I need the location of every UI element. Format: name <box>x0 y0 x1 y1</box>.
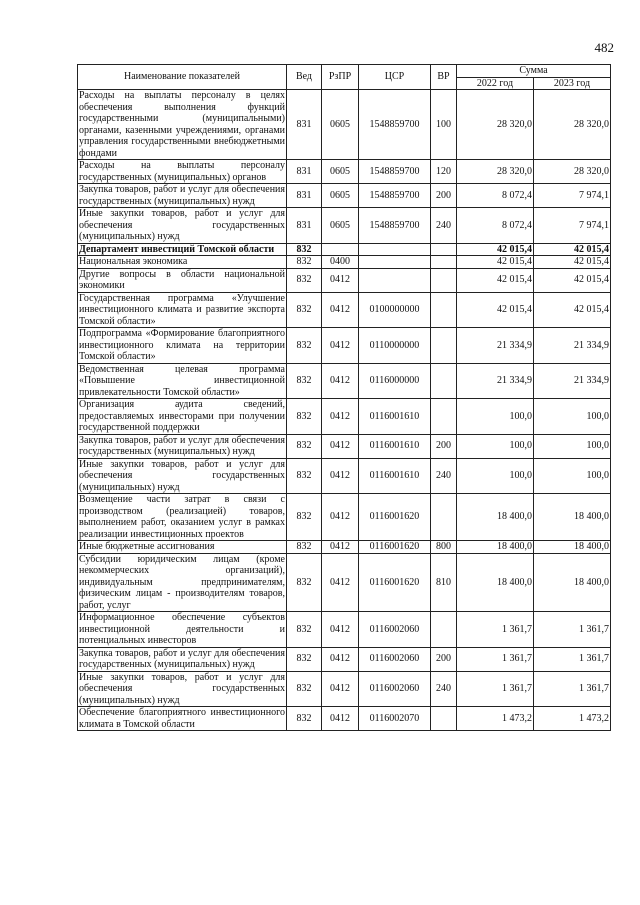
cell-ved: 832 <box>287 494 322 541</box>
cell-csr: 0100000000 <box>359 292 431 328</box>
header-csr: ЦСР <box>359 65 431 90</box>
cell-vr <box>431 328 457 364</box>
header-2022: 2022 год <box>457 77 534 90</box>
cell-y2023: 42 015,4 <box>534 256 611 269</box>
table-row <box>78 541 611 554</box>
cell-rzpr: 0412 <box>322 553 359 612</box>
cell-y2023: 1 473,2 <box>534 707 611 731</box>
cell-vr <box>431 363 457 399</box>
cell-y2022: 18 400,0 <box>457 494 534 541</box>
cell-y2023: 100,0 <box>534 434 611 458</box>
cell-y2022: 100,0 <box>457 399 534 435</box>
table-row <box>78 268 611 292</box>
cell-csr <box>359 243 431 256</box>
cell-y2022: 1 473,2 <box>457 707 534 731</box>
cell-vr: 810 <box>431 553 457 612</box>
header-sum: Сумма <box>457 65 611 78</box>
table-row <box>78 707 611 731</box>
cell-csr: 0116002060 <box>359 612 431 648</box>
cell-y2023: 21 334,9 <box>534 363 611 399</box>
cell-csr: 0116001620 <box>359 494 431 541</box>
cell-y2022: 100,0 <box>457 434 534 458</box>
cell-name: Обеспечение благоприятного инвестиционного климата в Томской области <box>79 707 285 730</box>
table-row <box>78 184 611 208</box>
cell-ved: 832 <box>287 268 322 292</box>
cell-vr <box>431 399 457 435</box>
cell-vr <box>431 707 457 731</box>
cell-vr <box>431 243 457 256</box>
table-row <box>78 553 611 612</box>
cell-vr: 800 <box>431 541 457 554</box>
cell-rzpr: 0412 <box>322 671 359 707</box>
cell-y2023: 42 015,4 <box>534 243 611 256</box>
cell-rzpr: 0412 <box>322 541 359 554</box>
cell-vr <box>431 612 457 648</box>
cell-name: Закупка товаров, работ и услуг для обеспечения государственных (муниципальных) нужд <box>79 434 285 457</box>
cell-rzpr: 0412 <box>322 434 359 458</box>
cell-ved: 832 <box>287 399 322 435</box>
cell-name: Другие вопросы в области национальной экономики <box>79 268 285 291</box>
cell-csr: 1548859700 <box>359 160 431 184</box>
cell-ved: 832 <box>287 363 322 399</box>
cell-y2023: 100,0 <box>534 458 611 494</box>
table-row <box>78 399 611 435</box>
cell-vr: 200 <box>431 184 457 208</box>
cell-vr: 240 <box>431 208 457 244</box>
cell-y2023: 1 361,7 <box>534 612 611 648</box>
cell-y2023: 21 334,9 <box>534 328 611 364</box>
cell-rzpr: 0412 <box>322 647 359 671</box>
cell-y2022: 42 015,4 <box>457 292 534 328</box>
table-row <box>78 647 611 671</box>
table-row <box>78 458 611 494</box>
cell-vr: 240 <box>431 671 457 707</box>
cell-vr: 240 <box>431 458 457 494</box>
cell-name: Расходы на выплаты персоналу в целях обеспечения выполнения функций государственными (муниципальными) органами, казенными учреждениями, органами управления государственными внебюджетными фондами <box>79 90 285 159</box>
cell-ved: 832 <box>287 541 322 554</box>
cell-name: Организация аудита сведений, предоставляемых инвесторами при получении государственной поддержки <box>79 399 285 433</box>
cell-y2023: 18 400,0 <box>534 494 611 541</box>
cell-csr: 1548859700 <box>359 208 431 244</box>
header-rzpr: РзПР <box>322 65 359 90</box>
cell-name: Иные закупки товаров, работ и услуг для обеспечения государственных (муниципальных) нужд <box>79 458 285 493</box>
cell-rzpr: 0400 <box>322 256 359 269</box>
cell-rzpr: 0605 <box>322 184 359 208</box>
cell-ved: 831 <box>287 184 322 208</box>
cell-csr: 0116001620 <box>359 541 431 554</box>
cell-csr <box>359 256 431 269</box>
cell-y2023: 1 361,7 <box>534 647 611 671</box>
table-row <box>78 434 611 458</box>
cell-ved: 831 <box>287 90 322 160</box>
header-ved: Вед <box>287 65 322 90</box>
cell-y2022: 28 320,0 <box>457 160 534 184</box>
cell-rzpr: 0412 <box>322 399 359 435</box>
cell-y2022: 42 015,4 <box>457 268 534 292</box>
cell-y2022: 1 361,7 <box>457 612 534 648</box>
cell-y2022: 1 361,7 <box>457 647 534 671</box>
cell-csr: 0110000000 <box>359 328 431 364</box>
table-row <box>78 671 611 707</box>
cell-vr: 100 <box>431 90 457 160</box>
cell-csr: 0116000000 <box>359 363 431 399</box>
cell-rzpr: 0412 <box>322 458 359 494</box>
page-number: 482 <box>594 40 614 55</box>
cell-vr: 120 <box>431 160 457 184</box>
header-vr: ВР <box>431 65 457 90</box>
cell-rzpr: 0412 <box>322 707 359 731</box>
cell-vr <box>431 292 457 328</box>
cell-y2022: 21 334,9 <box>457 363 534 399</box>
table-row <box>78 612 611 648</box>
cell-y2023: 42 015,4 <box>534 268 611 292</box>
cell-y2023: 18 400,0 <box>534 541 611 554</box>
cell-csr: 0116002070 <box>359 707 431 731</box>
cell-csr: 1548859700 <box>359 90 431 160</box>
cell-name: Субсидии юридическим лицам (кроме некоммерческих организаций), индивидуальным предпринимателям, физическим лицам - производителям товаров, работ, услуг <box>79 553 285 611</box>
cell-y2022: 42 015,4 <box>457 256 534 269</box>
cell-vr: 200 <box>431 647 457 671</box>
header-row <box>78 65 611 78</box>
cell-csr: 0116001610 <box>359 434 431 458</box>
table-row <box>78 328 611 364</box>
cell-name: Подпрограмма «Формирование благоприятного инвестиционного климата на территории Томской области» <box>79 328 285 362</box>
cell-ved: 831 <box>287 160 322 184</box>
table-row <box>78 292 611 328</box>
cell-y2023: 7 974,1 <box>534 184 611 208</box>
cell-ved: 832 <box>287 328 322 364</box>
cell-name: Закупка товаров, работ и услуг для обеспечения государственных (муниципальных) нужд <box>79 184 285 207</box>
cell-ved: 832 <box>287 256 322 269</box>
cell-y2022: 8 072,4 <box>457 184 534 208</box>
cell-rzpr: 0605 <box>322 90 359 160</box>
table-row <box>78 256 611 269</box>
cell-rzpr: 0605 <box>322 208 359 244</box>
cell-vr <box>431 494 457 541</box>
cell-ved: 832 <box>287 671 322 707</box>
cell-csr: 0116001610 <box>359 399 431 435</box>
cell-y2022: 18 400,0 <box>457 541 534 554</box>
cell-y2022: 8 072,4 <box>457 208 534 244</box>
header-2023: 2023 год <box>534 77 611 90</box>
cell-csr: 0116002060 <box>359 647 431 671</box>
cell-name: Информационное обеспечение субъектов инвестиционной деятельности и потенциальных инвесторов <box>79 612 285 646</box>
cell-y2022: 21 334,9 <box>457 328 534 364</box>
budget-table <box>77 64 611 731</box>
table-row <box>78 494 611 541</box>
table-row <box>78 208 611 244</box>
cell-ved: 832 <box>287 647 322 671</box>
table-row <box>78 160 611 184</box>
cell-name: Иные бюджетные ассигнования <box>78 541 287 554</box>
cell-ved: 832 <box>287 553 322 612</box>
cell-vr <box>431 256 457 269</box>
cell-name: Возмещение части затрат в связи с производством (реализацией) товаров, выполнением работ, оказанием услуг в рамках реализации инвестиционных проектов <box>79 494 285 540</box>
cell-rzpr: 0605 <box>322 160 359 184</box>
table-body <box>78 90 611 731</box>
cell-csr: 1548859700 <box>359 184 431 208</box>
cell-vr <box>431 268 457 292</box>
table-row <box>78 363 611 399</box>
cell-rzpr: 0412 <box>322 328 359 364</box>
cell-ved: 832 <box>287 434 322 458</box>
cell-y2022: 18 400,0 <box>457 553 534 612</box>
cell-name: Расходы на выплаты персоналу государственных (муниципальных) органов <box>79 160 285 183</box>
cell-rzpr: 0412 <box>322 268 359 292</box>
cell-ved: 832 <box>287 458 322 494</box>
cell-ved: 832 <box>287 612 322 648</box>
cell-y2023: 18 400,0 <box>534 553 611 612</box>
cell-rzpr: 0412 <box>322 363 359 399</box>
cell-name: Иные закупки товаров, работ и услуг для обеспечения государственных (муниципальных) нужд <box>79 671 285 706</box>
cell-ved: 831 <box>287 208 322 244</box>
cell-name: Иные закупки товаров, работ и услуг для обеспечения государственных (муниципальных) нужд <box>79 208 285 242</box>
cell-name: Департамент инвестиций Томской области <box>78 243 287 256</box>
cell-y2023: 7 974,1 <box>534 208 611 244</box>
cell-y2022: 100,0 <box>457 458 534 494</box>
cell-name: Национальная экономика <box>78 256 287 269</box>
table-row <box>78 90 611 160</box>
header-name: Наименование показателей <box>78 65 287 90</box>
cell-rzpr <box>322 243 359 256</box>
cell-name: Ведомственная целевая программа «Повышение инвестиционной привлекательности Томской области» <box>79 363 285 398</box>
table-row <box>78 243 611 256</box>
cell-y2022: 42 015,4 <box>457 243 534 256</box>
cell-y2022: 28 320,0 <box>457 90 534 160</box>
cell-y2023: 28 320,0 <box>534 90 611 160</box>
cell-rzpr: 0412 <box>322 292 359 328</box>
cell-name: Государственная программа «Улучшение инвестиционного климата и развитие экспорта Томской области» <box>79 292 285 327</box>
cell-vr: 200 <box>431 434 457 458</box>
cell-csr: 0116001610 <box>359 458 431 494</box>
cell-rzpr: 0412 <box>322 494 359 541</box>
cell-rzpr: 0412 <box>322 612 359 648</box>
cell-y2023: 1 361,7 <box>534 671 611 707</box>
cell-name: Закупка товаров, работ и услуг для обеспечения государственных (муниципальных) нужд <box>79 647 285 670</box>
cell-y2022: 1 361,7 <box>457 671 534 707</box>
cell-ved: 832 <box>287 707 322 731</box>
cell-y2023: 28 320,0 <box>534 160 611 184</box>
cell-csr <box>359 268 431 292</box>
cell-csr: 0116002060 <box>359 671 431 707</box>
cell-y2023: 100,0 <box>534 399 611 435</box>
cell-ved: 832 <box>287 292 322 328</box>
cell-y2023: 42 015,4 <box>534 292 611 328</box>
cell-ved: 832 <box>287 243 322 256</box>
cell-csr: 0116001620 <box>359 553 431 612</box>
